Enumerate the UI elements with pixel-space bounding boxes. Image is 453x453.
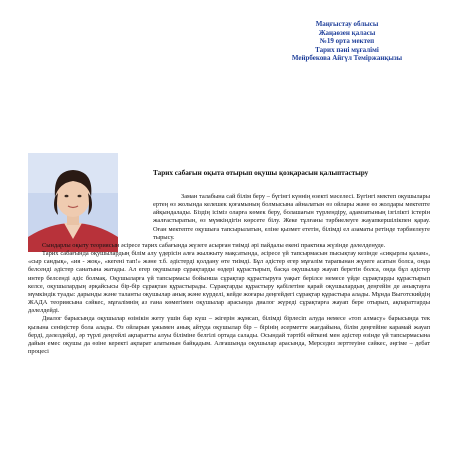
- body-paragraph: Тарих сабағында оқушылардың білім алу үдерісін алға жылжыту мақсатында, әсіресе үй тапсырмасын пысықтау кезінде «сиқырлы қалам», «сыр сандық», «ия - жоқ», «кегені тап!» және т.б. әдістерді қолдану өте тиімді. Бұл әдістер егер мұғалім тарапынан жүзеге асатын болса, онда белсенді әдістер санатына жатады. Ал егер оқушылар сұрақтарды өздері құрастырып, басқа оқушылар жауап беретін болса, онда бұл әдістер интер белсенді әдіс болмақ. Оқушыларға үй тапсырмасы бойынша сұрақтар құрастыруға уақыт берілсе немесе үйде сұрақтарды құрастырып келсе, оқушылардың әрқайсысы бір-бір сұрақтан құрастырады. Сұрақтарды құрастыру қабілетіне қарай оқушылардың деңгейін де анықтауға мүмкіндік туады: дарынды және таланты оқушылар анық және күрделі, кейде жоғары деңгейдегі сұрақтар құрастыра алады. Мұнда Выготскийдің ЖАДА теориясына сәйкес, мұғалімнің аз ғана көмегімен оқушылар арасында диалог жүреді сұрақтарға жауап бере отырып, ақпараттарды дәлелдейді.: [28, 250, 430, 315]
- school-line: №19 орта мектеп: [319, 37, 375, 46]
- city-line: Жаңаөзен қаласы: [318, 28, 376, 37]
- position-line: Тарих пәні мұғалімі: [315, 45, 379, 54]
- author-block: [262, 20, 432, 63]
- body-paragraph: Диалог барысында оқушылар өзінікін жету үшін бар күш – жігерін жұмсап, білімді бірлесіп алуда немесе «топ алмасу» барысында тек қызына сеніңістер бола алады. Өз ойларын ұжымен анық айтуда оқушылар бір – бірінің әсерметте жағдайына, білім деңгейіне карамай жауап берді, дәлелдейді, әр түрлі деңгейлі ақпаратты алуы біліміне белгілі ортада салады. Осындай тәртібі өйткені мен әдістер өзінде үй тапсырмасына дайын емес оқушы да өзіне керекті ақпарат алатынын байқадым. Алғашында оқушылар арасында, Мерседиз зерттеуіне сәйкес, әңгіме – дебат процесі: [28, 315, 430, 355]
- article-title: Тарих сабағын оқыта отырып оқушы қозқарасын қалыптастыру: [153, 169, 369, 177]
- article-body: [28, 193, 430, 451]
- region-line: Маңғыстау облысы: [315, 20, 379, 28]
- body-paragraph: Сындарлы оқыту теориясын әсіресе тарих сабағында жүзеге асырған тиімді әрі пайдалы екені практика жүзінде дәлелденуде.: [42, 241, 386, 249]
- intro-paragraph: Заман талабына сай білім беру – бүгінгі күннің өзекті мәселесі. Бүгінгі мектеп оқушылары ертең өз жолында келешек қоғамының болмысына айналатын өз ойлары және өз жолдары мектепте айқындалады. Біздің ісіміз оларға көмек беру, болашағын түрлендіру, адамзатының ізгілікті істерін жалғастыратын, өз мүмкіндігін көрсете білу. Жеке тұлғаны тәрбиелеуге жауапкершілікпен қарау. Оған мектепте оқушыға тапсырылатын, еліне қызмет ететін, білімді ел азаматы ретінде тәрбиелеуге тырысу.: [153, 193, 430, 241]
- author-name: Мейрбекова Айгүл Теміржанқызы: [291, 54, 403, 63]
